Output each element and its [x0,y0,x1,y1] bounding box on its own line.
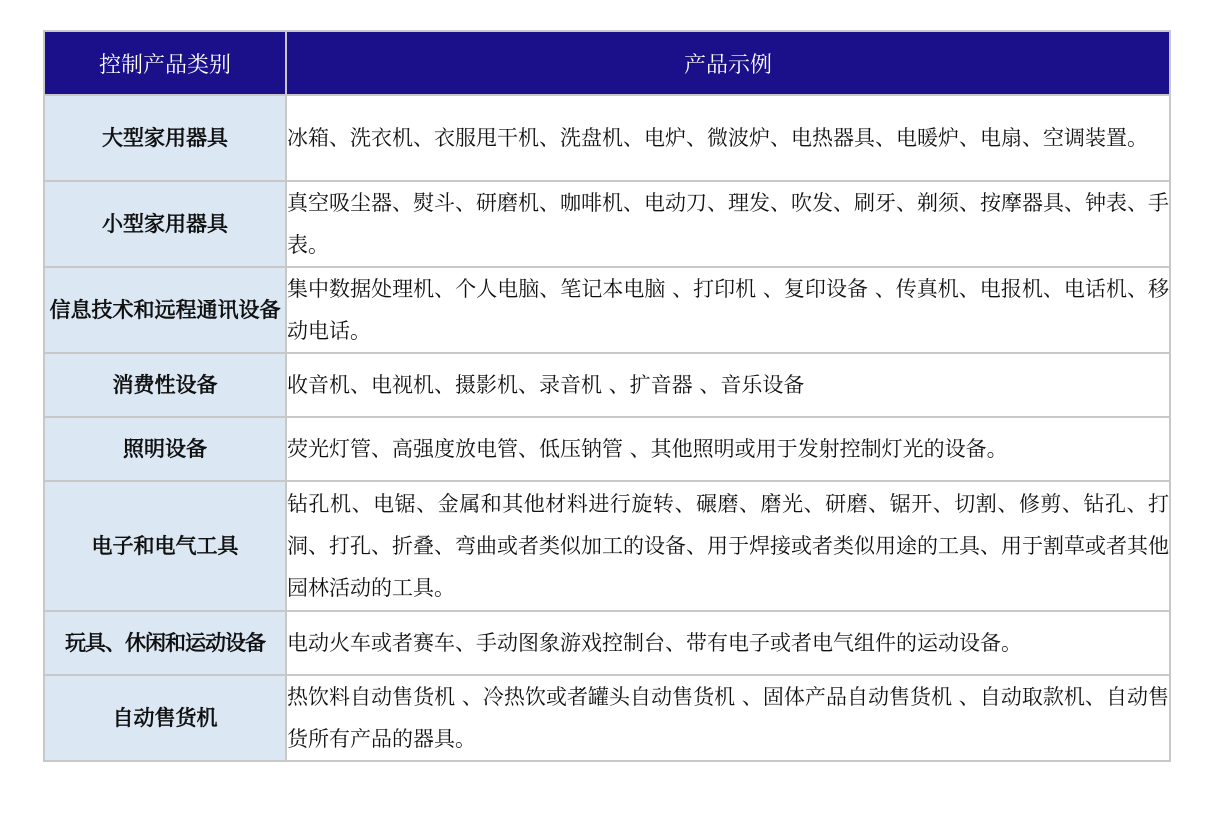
examples-cell: 收音机、电视机、摄影机、录音机 、扩音器 、音乐设备 [286,353,1170,417]
table-row [44,267,1170,353]
table-row [44,611,1170,675]
table-body [44,95,1170,761]
examples-cell: 热饮料自动售货机 、冷热饮或者罐头自动售货机 、固体产品自动售货机 、自动取款机、自动售货所有产品的器具。 [286,675,1170,761]
examples-cell: 冰箱、洗衣机、衣服甩干机、洗盘机、电炉、微波炉、电热器具、电暖炉、电扇、空调装置。 [286,95,1170,181]
table-row [44,181,1170,267]
examples-cell: 电动火车或者赛车、手动图象游戏控制台、带有电子或者电气组件的运动设备。 [286,611,1170,675]
examples-cell: 荧光灯管、高强度放电管、低压钠管 、其他照明或用于发射控制灯光的设备。 [286,417,1170,481]
category-cell: 大型家用器具 [44,95,286,181]
table-row [44,675,1170,761]
examples-cell: 集中数据处理机、个人电脑、笔记本电脑 、打印机 、复印设备 、传真机、电报机、电话机、移动电话。 [286,267,1170,353]
header-category: 控制产品类别 [44,31,286,95]
product-category-table [43,30,1171,762]
category-cell: 电子和电气工具 [44,481,286,611]
examples-cell: 真空吸尘器、熨斗、研磨机、咖啡机、电动刀、理发、吹发、刷牙、剃须、按摩器具、钟表、手表。 [286,181,1170,267]
category-cell: 照明设备 [44,417,286,481]
header-row [44,31,1170,95]
table-row [44,353,1170,417]
category-cell: 小型家用器具 [44,181,286,267]
examples-cell: 钻孔机、电锯、金属和其他材料进行旋转、碾磨、磨光、研磨、锯开、切割、修剪、钻孔、打洞、打孔、折叠、弯曲或者类似加工的设备、用于焊接或者类似用途的工具、用于割草或者其他园林活动的工具。 [286,481,1170,611]
category-cell: 玩具、休闲和运动设备 [44,611,286,675]
table-row [44,481,1170,611]
table-row [44,417,1170,481]
category-cell: 信息技术和远程通讯设备 [44,267,286,353]
header-examples: 产品示例 [286,31,1170,95]
category-cell: 消费性设备 [44,353,286,417]
table-header [44,31,1170,95]
category-cell: 自动售货机 [44,675,286,761]
table-row [44,95,1170,181]
